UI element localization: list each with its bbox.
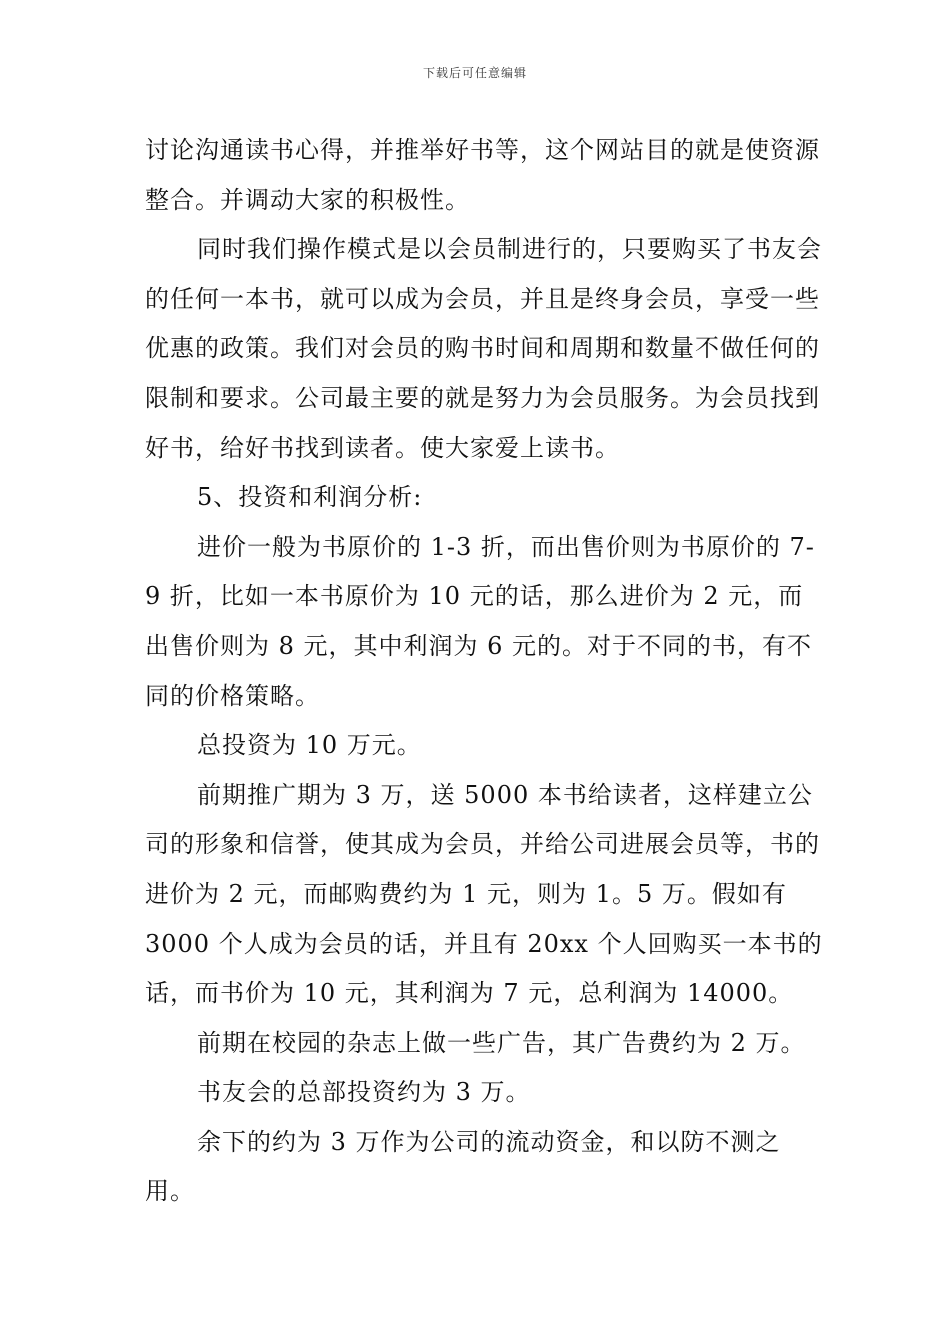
paragraph-headquarters: 书友会的总部投资约为 3 万。 [197, 1078, 531, 1107]
paragraph-promotion-period: 前期推广期为 3 万，送 5000 本书给读者，这样建立公司的形象和信誉，使其成为会员，并给公司进展会员等，书的进价为 2 元，而邮购费约为 1 元，则为 1。5 万。假如有 3000 个人成为会员的话，并且有 20xx 个人回购买一本书的话，而书价为 10 元，其利润为 7 元，总利润为 14000。 [145, 780, 823, 1008]
paragraph-pricing: 进价一般为书原价的 1-3 折，而出售价则为书原价的 7-9 折，比如一本书原价为 10 元的话，那么进价为 2 元，而出售价则为 8 元，其中利润为 6 元的。对于不同的书，有不同的价格策略。 [145, 532, 815, 710]
paragraph-advertising: 前期在校园的杂志上做一些广告，其广告费约为 2 万。 [197, 1028, 806, 1057]
paragraph-total-investment: 总投资为 10 万元。 [197, 731, 422, 760]
paragraph-membership-model: 同时我们操作模式是以会员制进行的，只要购买了书友会的任何一本书，就可以成为会员，并且是终身会员，享受一些优惠的政策。我们对会员的购书时间和周期和数量不做任何的限制和要求。公司最主要的就是努力为会员服务。为会员找到好书，给好书找到读者。使大家爱上读书。 [145, 235, 822, 462]
paragraph-resource-integration: 讨论沟通读书心得，并推举好书等，这个网站目的就是使资源整合。并调动大家的积极性。 [145, 136, 820, 214]
document-body [145, 126, 825, 1217]
section-heading-investment-profit: 5、投资和利润分析: [197, 483, 423, 512]
page-header: 下载后可任意编辑 [422, 66, 527, 80]
paragraph-working-capital: 余下的约为 3 万作为公司的流动资金，和以防不测之用。 [145, 1127, 781, 1206]
